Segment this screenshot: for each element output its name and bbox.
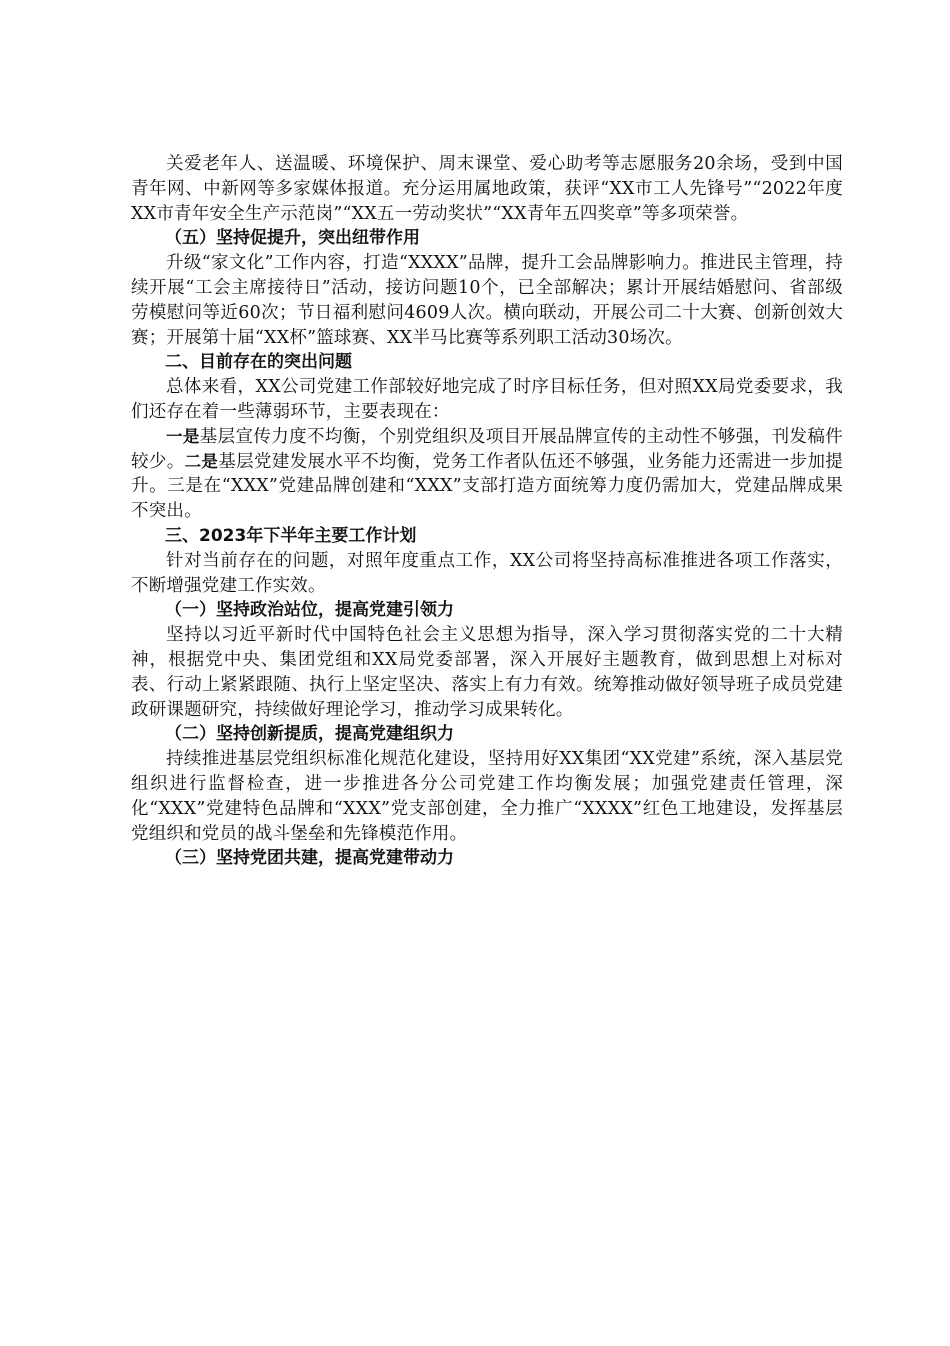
heading-plan-2: （二）坚持创新提质，提高党建组织力	[165, 724, 454, 745]
heading-plan-1: （一）坚持政治站位，提高党建引领力	[165, 600, 454, 621]
paragraph-volunteer-honors: 关爱老年人、送温暖、环境保护、周末课堂、爱心助考等志愿服务20余场，受到中国青年网、中新网等多家媒体报道。充分运用属地政策，获评“XX市工人先锋号”“2022年度XX市青年安全生产示范岗”“XX五一劳动奖状”“XX青年五四奖章”等多项荣誉。	[131, 154, 843, 224]
paragraph-union-work: 升级“家文化”工作内容，打造“XXXX”品牌，提升工会品牌影响力。推进民主管理，持续开展“工会主席接待日”活动，接访问题10个，已全部解决；累计开展结婚慰问、省部级劳模慰问等近60次；节日福利慰问4609人次。横向联动，开展公司二十大赛、创新创效大赛；开展第十届“XX杯”篮球赛、XX半马比赛等系列职工活动30场次。	[131, 253, 843, 348]
heading-section-5: （五）坚持促提升，突出纽带作用	[165, 228, 420, 249]
label-first: 一是	[166, 426, 200, 446]
document-body	[131, 152, 843, 871]
text-second: 基层党建发展水平不均衡，党务工作者队伍还不够强，业务能力还需进一步加提升。三是在“XXX”党建品牌创建和“XXX”支部打造方面统筹力度仍需加大，党建品牌成果不突出。	[131, 451, 843, 522]
heading-problems: 二、目前存在的突出问题	[165, 352, 352, 373]
paragraph-plan-1: 坚持以习近平新时代中国特色社会主义思想为指导，深入学习贯彻落实党的二十大精神，根据党中央、集团党组和XX局党委部署，深入开展好主题教育，做到思想上对标对表、行动上紧紧跟随、执行上坚定坚决、落实上有力有效。统筹推动做好领导班子成员党建政研课题研究，持续做好理论学习，推动学习成果转化。	[131, 625, 843, 720]
paragraph-problems-intro: 总体来看，XX公司党建工作部较好地完成了时序目标任务，但对照XX局党委要求，我们还存在着一些薄弱环节，主要表现在：	[131, 377, 843, 422]
label-second: 二是	[184, 451, 219, 471]
text-first: 基层宣传力度不均衡，个别党组织及项目开展品牌宣传的主动性不够强，刊发稿件较少。	[131, 426, 843, 472]
heading-plan-3: （三）坚持党团共建，提高党建带动力	[165, 848, 454, 869]
paragraph-plan-2: 持续推进基层党组织标准化规范化建设，坚持用好XX集团“XX党建”系统，深入基层党组织进行监督检查，进一步推进各分公司党建工作均衡发展；加强党建责任管理，深化“XXX”党建特色品牌和“XXX”党支部创建，全力推广“XXXX”红色工地建设，发挥基层党组织和党员的战斗堡垒和先锋模范作用。	[131, 749, 843, 844]
paragraph-plan-intro: 针对当前存在的问题，对照年度重点工作，XX公司将坚持高标准推进各项工作落实，不断增强党建工作实效。	[131, 550, 843, 596]
heading-plan: 三、2023年下半年主要工作计划	[165, 525, 417, 546]
paragraph-problems-detail	[131, 425, 843, 524]
